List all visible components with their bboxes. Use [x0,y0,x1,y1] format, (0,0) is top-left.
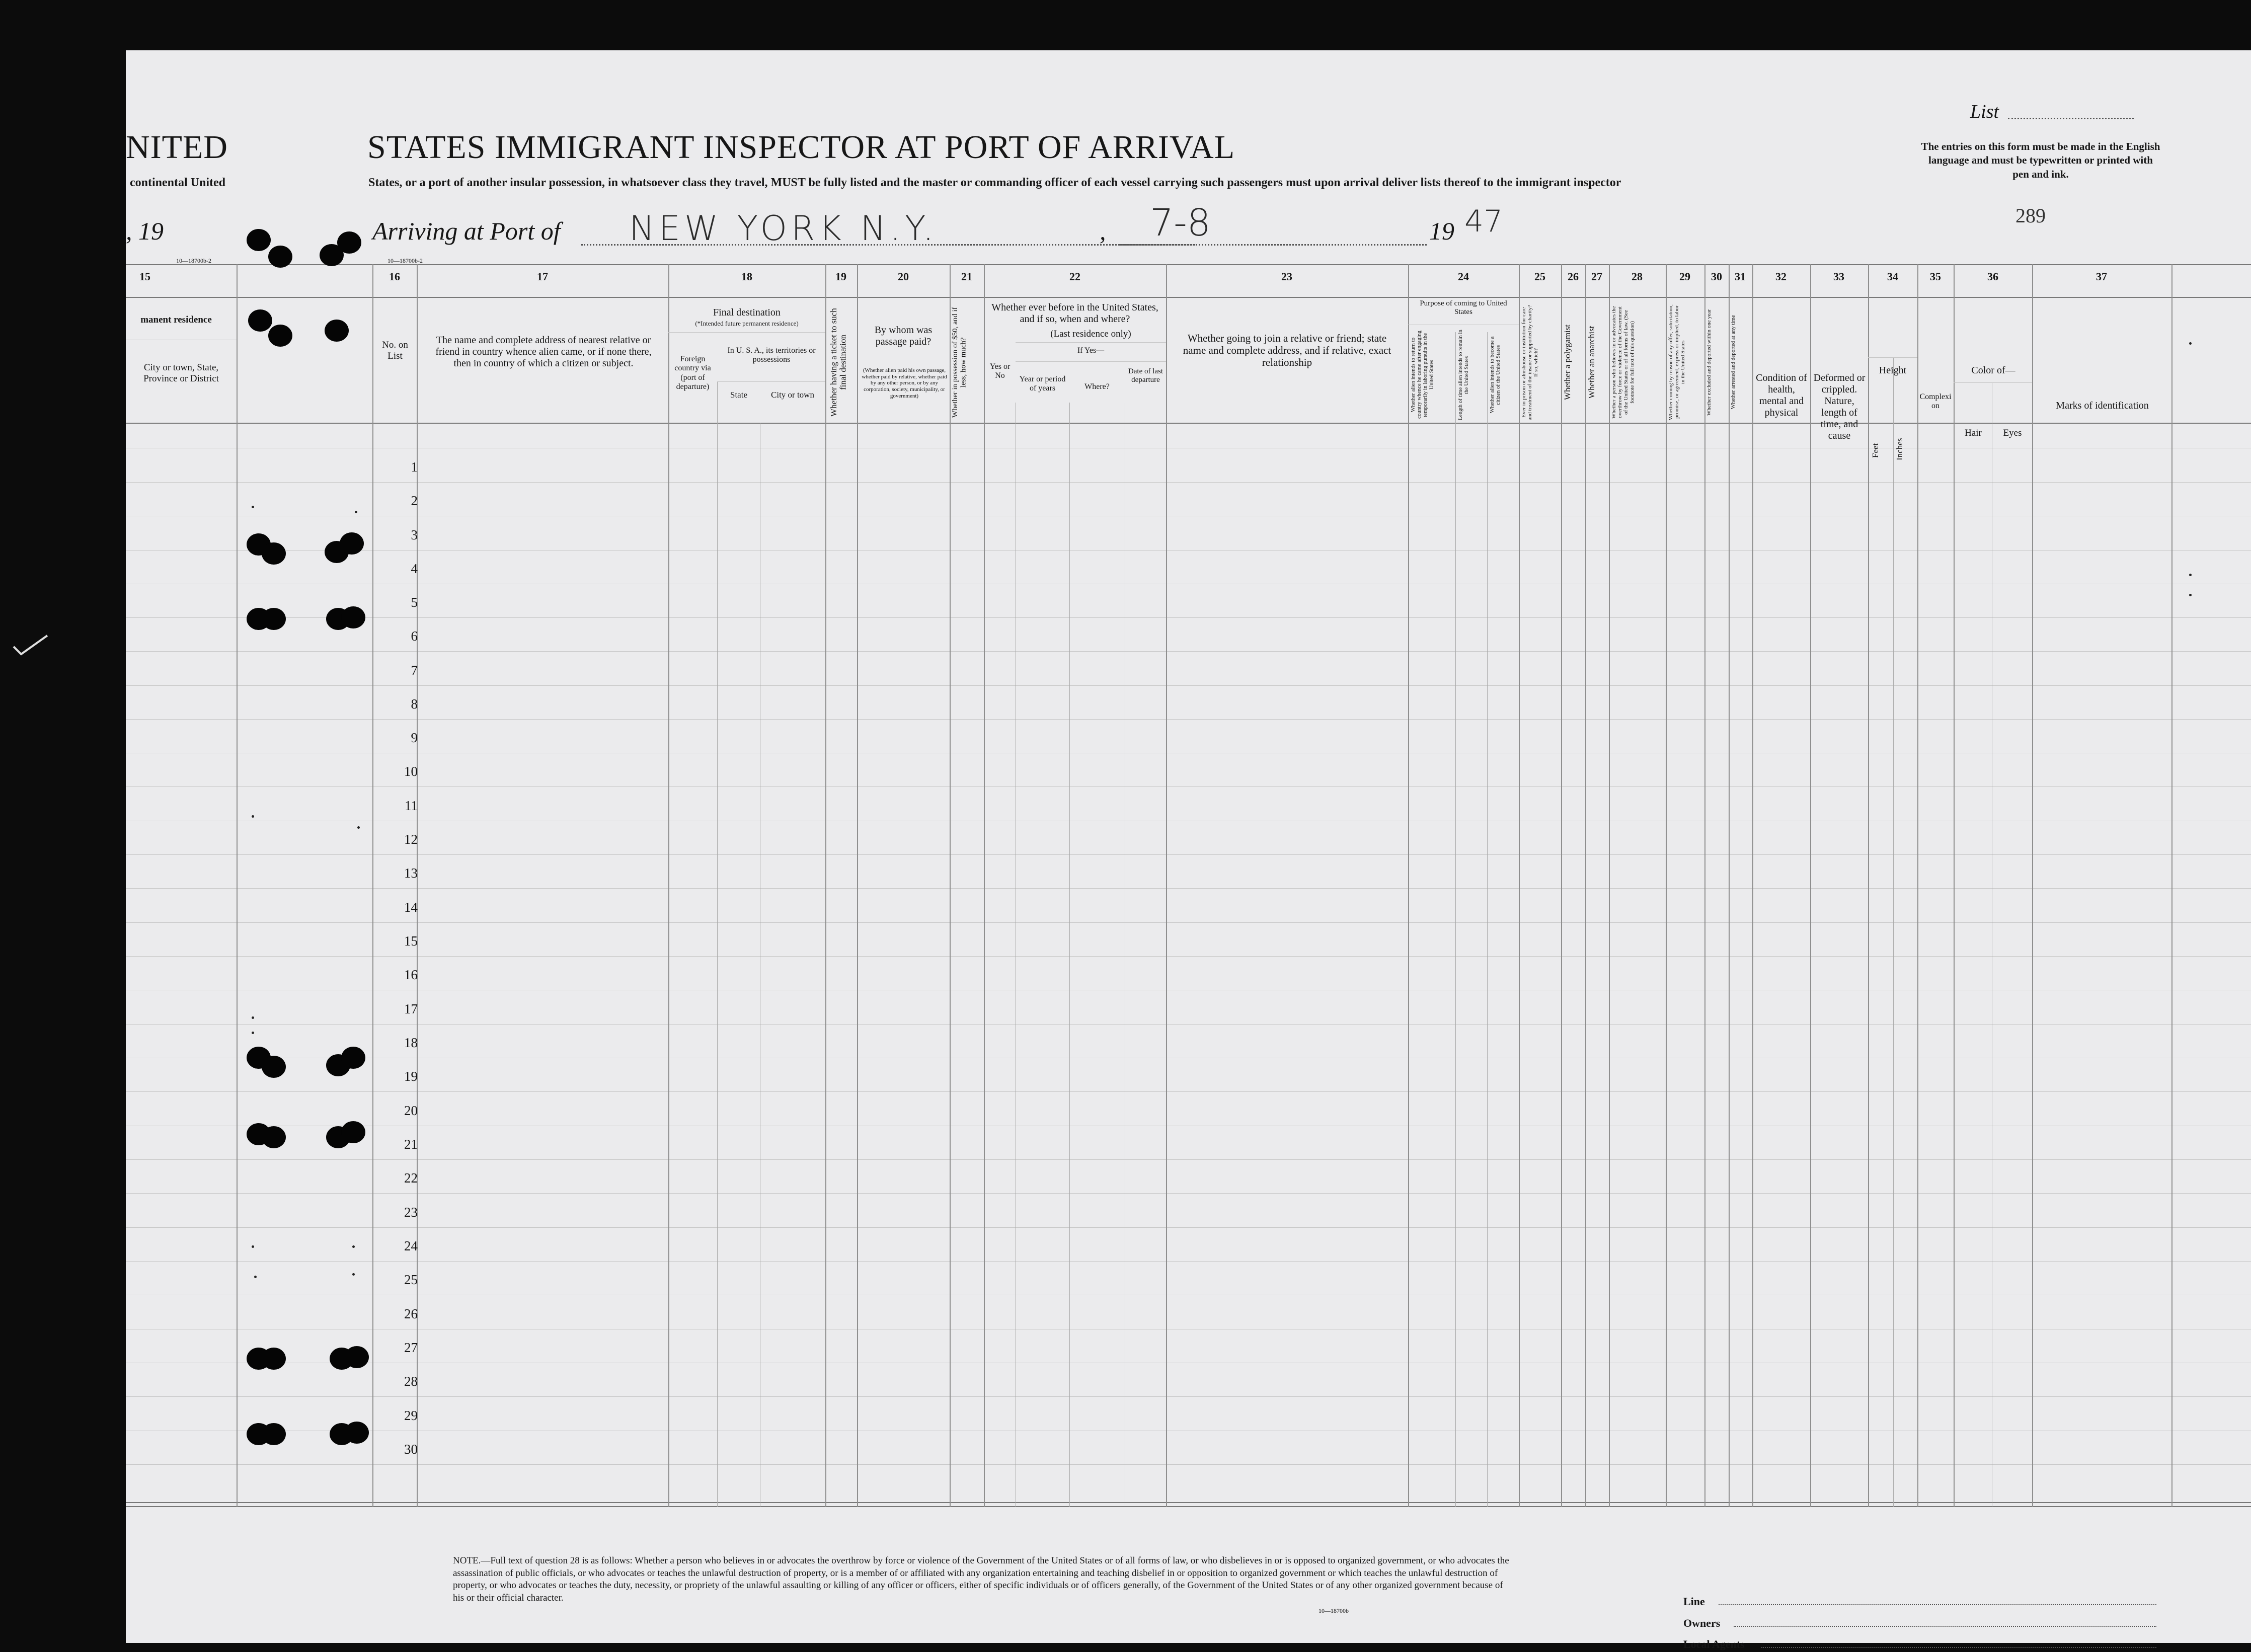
row-number: 3 [411,527,418,542]
port-value: NEW YORK N.Y. [629,209,938,249]
header-inches: Inches [1895,438,1904,460]
question-28-note: NOTE.—Full text of question 28 is as follows: Whether a person who believes in or advocates the overthrow by force or violence of the Government of the United States or of all forms of law, or who disbelieves in or is opposed to organized government, or who advocates the assassination of public officials, or who advocates or teaches the unlawful destruction of property, or is a member of or affiliated with any organization entertaining and teaching disbelief in or opposition to organized government or which teaches the unlawful destruction of property, or who advocates or teaches the duty, necessity, or propriety of the unlawful assaulting or killing of any officer or officers, either of specific individuals or of officers generally, of the Government of the United States or of any other organized government because of his or their official character. [453,1555,1509,1604]
footer-line-underline [1719,1604,2156,1605]
header-q28: Whether a person who believes in or advocates the overthrow by force or violence of the Government of the United States or of all forms of law. (See footnote for full text of this question) [1611,306,1636,419]
header-date-last-departure: Date of last departure [1128,367,1163,384]
row-number: 13 [404,866,418,881]
header-purpose-c: Whether alien intends to become a citizen of the United States [1489,336,1502,414]
row-number: 17 [404,1001,418,1016]
row-number: 23 [404,1205,418,1220]
row-number: 21 [404,1137,418,1152]
colnum-33: 33 [1833,270,1844,283]
row-number: 25 [404,1272,418,1287]
header-no-on-list: No. on List [382,340,408,361]
header-condition: Condition of health, mental and physical [1756,372,1807,418]
row-number: 11 [405,798,418,813]
colnum-26: 26 [1568,270,1579,283]
header-nearest-relative: The name and complete address of nearest relative or friend in country whence alien came, or if none there, then in country of which a citizen or subject. [435,335,652,369]
row-number: 2 [411,493,418,508]
manifest-page [126,50,2251,1650]
row-number: 22 [404,1170,418,1186]
footer-owners-label: Owners [1683,1617,1721,1629]
header-final-destination-note: (*Intended future permanent residence) [695,320,799,327]
header-year-or-period: Year or period of years [1019,375,1066,393]
header-complexion: Complexion [1919,392,1952,411]
row-number: 16 [404,967,418,982]
year-fragment: , 19 [126,217,164,245]
row-number: 30 [404,1442,418,1457]
row-number: 1 [411,459,418,475]
colnum-16: 16 [389,270,400,283]
header-permanent-residence: manent residence [140,314,212,325]
colnum-36: 36 [1987,270,1998,283]
year-prefix: 19 [1429,217,1454,245]
colnum-32: 32 [1775,270,1787,283]
header-foreign-country: Foreign country via (port of departure) [674,355,711,391]
header-deformed: Deformed or crippled. Nature, length of time, and cause [1813,372,1866,441]
colnum-18: 18 [741,270,752,283]
header-marks: Marks of identification [2056,400,2149,411]
header-prison: Ever in prison or almshouse or institution for care and treatment of the insane or supported by charity? If so, which? [1521,304,1539,420]
row-number: 24 [404,1238,418,1253]
row-number: 10 [404,764,418,779]
header-eyes: Eyes [2003,428,2022,438]
row-number: 20 [404,1103,418,1118]
colnum-28: 28 [1632,270,1643,283]
subtitle-fragment: continental United [130,176,226,189]
colnum-21: 21 [961,270,972,283]
header-city-or-town: City or town [771,390,814,400]
header-in-usa: In U. S. A., its territories or possessions [727,346,816,364]
year-value: 47 [1464,204,1503,239]
colnum-24: 24 [1458,270,1469,283]
header-passage-paid-note: (Whether alien paid his own passage, whether paid by relative, whether paid by any other person, or by any corporation, society, municipality, or government) [862,367,947,399]
colnum-19: 19 [835,270,846,283]
row-number: 27 [404,1340,418,1355]
header-possession-50: Whether in possession of $50, and if less, how much? [951,307,968,418]
row-number: 6 [411,628,418,644]
colnum-29: 29 [1679,270,1690,283]
form-title: STATES IMMIGRANT INSPECTOR AT PORT OF ARRIVAL [367,129,1235,166]
row-number: 7 [411,663,418,678]
table-bottom-rule [126,1502,2251,1503]
row-number: 26 [404,1306,418,1321]
header-join-relative: Whether going to join a relative or friend; state name and complete address, and if relative, exact relationship [1183,332,1391,369]
header-q30: Whether excluded and deported within one year [1706,309,1712,416]
header-height: Height [1879,365,1907,376]
colnum-20: 20 [898,270,909,283]
header-passage-paid: By whom was passage paid? [874,325,933,347]
header-yes-or-no: Yes or No [989,362,1011,380]
form-code-right: 10—18700b-2 [387,257,423,264]
row-number: 15 [404,933,418,949]
row-number: 18 [404,1035,418,1050]
header-color-of: Color of— [1971,365,2015,376]
header-where: Where? [1084,382,1110,391]
form-instructions: The entries on this form must be made in the English language and must be typewritten or printed with pen and ink. [1921,140,2160,180]
header-anarchist: Whether an anarchist [1587,326,1596,399]
header-last-residence-only: (Last residence only) [1050,329,1131,339]
row-number: 14 [404,900,418,915]
list-underline [2008,118,2134,119]
header-purpose-a: Whether alien intends to return to country whence he came after engaging temporarily in laboring pursuits in the United States [1410,331,1435,419]
colnum-27: 27 [1591,270,1602,283]
colnum-35: 35 [1930,270,1941,283]
row-number: 4 [411,561,418,576]
row-number: 9 [411,730,418,745]
page-number: 289 [2015,204,2046,227]
colnum-23: 23 [1281,270,1292,283]
colnum-22: 22 [1069,270,1080,283]
header-q31: Whether arrested and deported at any time [1730,315,1736,410]
row-number: 19 [404,1069,418,1084]
header-polygamist: Whether a polygamist [1563,324,1572,401]
footer-agents-underline [1761,1647,2156,1648]
colnum-31: 31 [1735,270,1746,283]
row-number: 12 [404,832,418,847]
header-hair: Hair [1965,428,1982,438]
header-final-destination: Final destination [713,307,781,318]
form-code-left: 10—18700b-2 [176,257,211,264]
column-number-rule [126,297,2251,298]
row-number: 29 [404,1408,418,1423]
header-purpose-b: Length of time alien intends to remain in the United States [1457,330,1470,420]
date-value: 7-8 [1150,201,1211,245]
header-ever-before: Whether ever before in the United States, and if so, when and where? [991,302,1158,325]
port-comma: , [1100,217,1106,245]
colnum-15: 15 [139,270,150,283]
form-subtitle: States, or a port of another insular possession, in whatsoever class they travel, MUST be fully listed and the master or commanding officer of each vessel carrying such passengers must upon arrival deliver lists thereof to the immigrant inspector [368,176,1621,189]
arriving-label: Arriving at Port of [372,217,561,245]
footer-agents-label: Local Agents [1683,1638,1745,1650]
colnum-25: 25 [1534,270,1545,283]
footer-owners-underline [1734,1626,2156,1627]
header-bottom-rule [126,423,2251,424]
list-label: List [1970,101,1999,122]
row-number: 28 [404,1374,418,1389]
header-q29: Whether coming by reason of any offer, solicitation, promise, or agreement, express or implied, to labor in the United States [1668,304,1686,420]
row-number: 8 [411,696,418,712]
title-fragment: NITED [126,129,228,166]
row-number: 5 [411,595,418,610]
table-top-rule [126,264,2251,265]
margin-checkmark [11,632,51,662]
header-if-yes: If Yes— [1077,346,1105,355]
header-ticket: Whether having a ticket to such final destination [829,308,848,417]
header-feet: Feet [1871,443,1880,458]
header-city-state: City or town, State, Province or District [143,362,219,384]
table-bottom-rule-double [126,1506,2251,1507]
colnum-34: 34 [1887,270,1898,283]
colnum-30: 30 [1711,270,1722,283]
footer-line-label: Line [1683,1595,1705,1608]
colnum-37: 37 [2096,270,2107,283]
header-state: State [730,390,747,400]
header-purpose: Purpose of coming to United States [1420,299,1507,317]
colnum-17: 17 [537,270,548,283]
footer-form-code: 10—18700b [1318,1607,1349,1614]
